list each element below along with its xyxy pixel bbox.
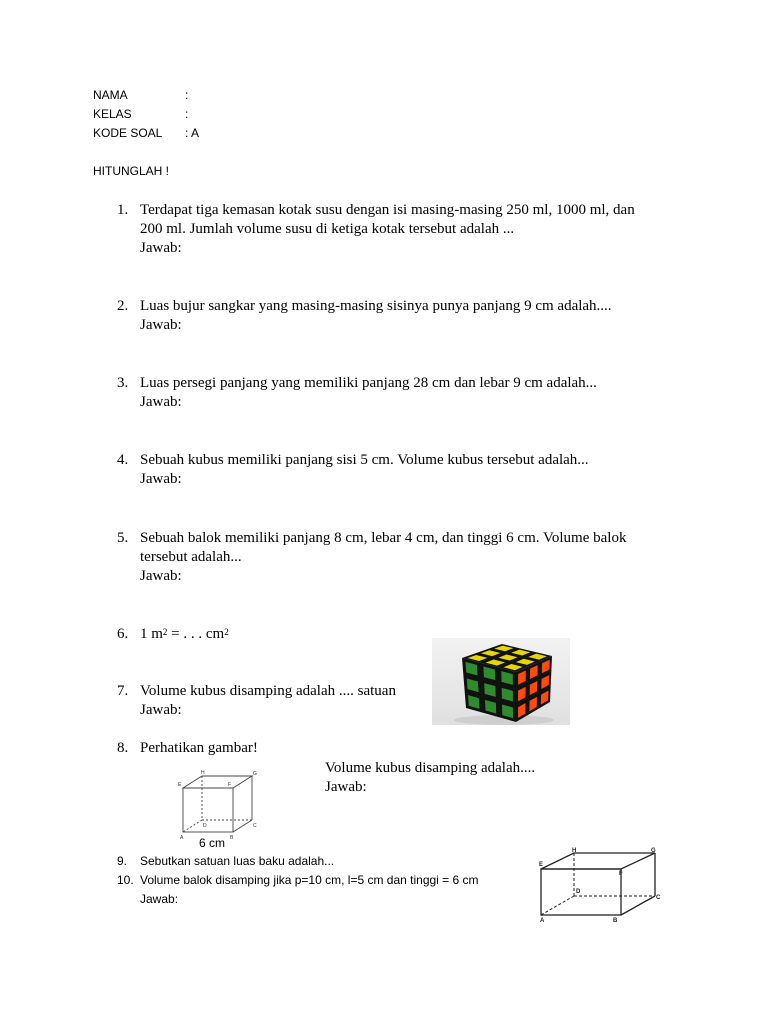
block-figure [533,846,668,924]
block-diagram-icon [533,846,668,924]
answer-label: Jawab: [325,779,367,795]
question-number: 6. [117,626,129,642]
answer-label: Jawab: [140,471,182,487]
class-colon: : [185,107,189,121]
svg-text:D: D [576,889,581,895]
question-number: 1. [117,202,129,218]
question-text: 1 $m^2$ = . . . $cm^2$ [140,626,229,642]
svg-text:H: H [201,770,205,776]
question-number: 7. [117,683,129,699]
question-text: Volume balok disamping jika p=10 cm, l=5 cm dan tinggi = 6 cm [140,873,479,887]
question-text: Perhatikan gambar! [140,740,258,756]
svg-text:A: A [540,918,545,924]
svg-text:G: G [253,771,257,777]
svg-text:E: E [539,862,544,868]
question-number: 10. [117,873,134,887]
class-label: KELAS [93,107,132,121]
answer-label: Jawab: [140,317,182,333]
cube-diagram-icon [172,766,287,854]
code-value: : A [185,126,200,140]
answer-label: Jawab: [140,892,179,906]
svg-text:A: A [180,835,184,841]
question-text: Luas bujur sangkar yang masing-masing sisinya punya panjang 9 cm adalah.... [140,298,612,314]
question-number: 9. [117,854,128,868]
cube-figure [172,766,287,854]
question-text: Sebuah kubus memiliki panjang sisi 5 cm. Volume kubus tersebut adalah... [140,452,589,468]
question-text: Terdapat tiga kemasan kotak susu dengan isi masing-masing 250 ml, 1000 ml, dan [140,202,635,218]
svg-text:G: G [651,848,656,854]
question-number: 2. [117,298,129,314]
question-text: Sebuah balok memiliki panjang 8 cm, lebar 4 cm, dan tinggi 6 cm. Volume balok [140,530,627,546]
question-number: 3. [117,375,129,391]
svg-text:F: F [619,871,623,877]
name-label: NAMA [93,88,128,102]
instruction: HITUNGLAH ! [93,164,170,178]
name-colon: : [185,88,189,102]
question-text: Luas persegi panjang yang memiliki panjang 28 cm dan lebar 9 cm adalah... [140,375,597,391]
question-number: 5. [117,530,129,546]
question-number: 8. [117,740,129,756]
svg-text:F: F [228,782,232,788]
svg-text:E: E [178,782,182,788]
svg-text:B: B [230,835,234,841]
question-text: 200 ml. Jumlah volume susu di ketiga kotak tersebut adalah ... [140,221,515,237]
question-8-side [325,759,535,797]
rubik-cube-icon [432,638,570,725]
rubik-cube-image [432,638,570,725]
question-text: Sebutkan satuan luas baku adalah... [140,854,335,868]
question-number: 4. [117,452,129,468]
cube-dimension-label: 6 cm [199,836,226,850]
answer-label: Jawab: [140,240,182,256]
answer-label: Jawab: [140,568,182,584]
question-text: tersebut adalah... [140,549,242,565]
question-text: Volume kubus disamping adalah.... [325,760,536,776]
question-text: Volume kubus disamping adalah .... satuan [140,683,396,699]
svg-text:C: C [656,895,661,901]
answer-label: Jawab: [140,394,182,410]
svg-text:D: D [203,823,207,829]
svg-text:B: B [613,918,618,924]
answer-label: Jawab: [140,702,182,718]
svg-text:H: H [572,848,577,854]
code-label: KODE SOAL [93,126,163,140]
svg-text:C: C [253,823,257,829]
